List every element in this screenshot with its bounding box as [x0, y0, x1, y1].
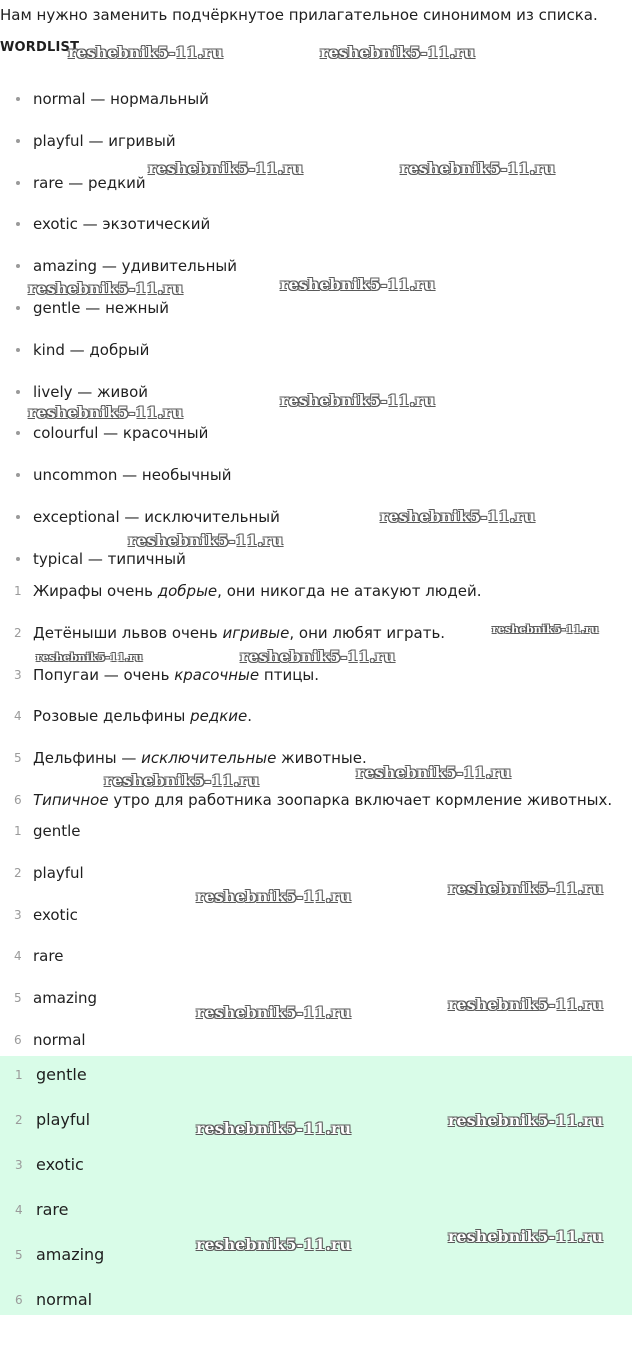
sentence-text: , они любят играть. — [289, 623, 446, 642]
sentence-text: , они никогда не атакуют людей. — [217, 582, 482, 600]
wordlist-item: colourful — красочный — [0, 415, 280, 457]
answer-item — [0, 813, 97, 855]
adjective-italic: Типичное — [33, 790, 109, 809]
answer-item — [0, 1281, 104, 1326]
answer-item — [0, 1191, 104, 1236]
answer-item — [0, 1236, 104, 1281]
answer-word: playful — [36, 1110, 91, 1129]
adjective-italic: игривые — [222, 623, 290, 642]
item-number: 3 — [14, 667, 22, 682]
wordlist-item: playful — игривый — [0, 123, 280, 165]
answer-word: playful — [33, 863, 84, 882]
watermark: reshebnik5-11.ru — [448, 879, 604, 898]
sentence-text: Жирафы очень — [33, 582, 158, 600]
item-number: 4 — [15, 1203, 23, 1217]
item-number: 2 — [14, 625, 22, 640]
item-number: 1 — [14, 584, 22, 598]
answer-word: rare — [33, 947, 64, 966]
answer-word: normal — [36, 1290, 93, 1309]
wordlist — [0, 81, 280, 583]
sentence-item — [0, 573, 612, 615]
item-number: 4 — [14, 949, 22, 964]
item-number: 6 — [15, 1293, 23, 1307]
watermark: reshebnik5-11.ru — [356, 763, 512, 782]
answer-word: gentle — [36, 1065, 87, 1084]
wordlist-item: typical — типичный — [0, 541, 280, 583]
answer-list-highlighted — [0, 1056, 104, 1326]
watermark: reshebnik5-11.ru — [492, 623, 599, 636]
item-number: 5 — [15, 1248, 23, 1262]
sentence-text: птицы. — [259, 665, 320, 684]
answer-word: exotic — [36, 1155, 84, 1174]
watermark: reshebnik5-11.ru — [196, 1119, 352, 1138]
watermark: reshebnik5-11.ru — [196, 1003, 352, 1022]
item-number: 2 — [14, 865, 22, 880]
task-instruction: Нам нужно заменить подчёркнутое прилагательное синонимом из списка. — [0, 6, 598, 24]
sentence-item — [0, 740, 612, 782]
sentence-list — [0, 573, 612, 824]
item-number: 2 — [15, 1113, 23, 1127]
wordlist-heading: WORDLIST — [0, 40, 80, 55]
answer-word: amazing — [36, 1245, 105, 1264]
item-number: 3 — [15, 1158, 23, 1172]
adjective-italic: добрые — [157, 582, 218, 600]
sentence-text: Дельфины — — [33, 749, 142, 768]
answer-item — [0, 855, 97, 897]
watermark: reshebnik5-11.ru — [240, 647, 396, 666]
sentence-text: Розовые дельфины — [33, 707, 191, 726]
adjective-italic: редкие — [190, 707, 248, 726]
watermark: reshebnik5-11.ru — [36, 651, 143, 664]
watermark: reshebnik5-11.ru — [148, 159, 304, 178]
wordlist-item: exceptional — исключительный — [0, 499, 280, 541]
watermark: reshebnik5-11.ru — [448, 1227, 604, 1246]
item-number: 1 — [15, 1068, 23, 1082]
sentence-text: утро для работника зоопарка включает кормление животных. — [108, 790, 613, 809]
wordlist-item: gentle — нежный — [0, 290, 280, 332]
answer-list — [0, 813, 97, 1064]
watermark: reshebnik5-11.ru — [104, 771, 260, 790]
watermark: reshebnik5-11.ru — [448, 995, 604, 1014]
wordlist-item: normal — нормальный — [0, 81, 280, 123]
answer-item — [0, 938, 97, 980]
answer-item — [0, 1056, 104, 1101]
answer-word: rare — [36, 1200, 69, 1219]
wordlist-item: kind — добрый — [0, 332, 280, 374]
watermark: reshebnik5-11.ru — [320, 43, 476, 62]
sentence-text: Попугаи — очень — [33, 665, 175, 684]
watermark: reshebnik5-11.ru — [280, 275, 436, 294]
watermark: reshebnik5-11.ru — [68, 43, 224, 62]
watermark: reshebnik5-11.ru — [196, 887, 352, 906]
item-number: 4 — [14, 709, 22, 724]
watermark: reshebnik5-11.ru — [448, 1111, 604, 1130]
answer-item — [0, 1146, 104, 1191]
answer-word: normal — [33, 1030, 86, 1049]
wordlist-item: uncommon — необычный — [0, 457, 280, 499]
wordlist-item: exotic — экзотический — [0, 206, 280, 248]
item-number: 5 — [14, 751, 22, 766]
answer-word: exotic — [33, 905, 78, 924]
wordlist-item: amazing — удивительный — [0, 248, 280, 290]
sentence-text: . — [247, 707, 253, 726]
answer-word: amazing — [33, 989, 98, 1008]
watermark: reshebnik5-11.ru — [28, 279, 184, 298]
adjective-italic: исключительные — [141, 749, 277, 768]
sentence-text: животные. — [276, 749, 367, 768]
watermark: reshebnik5-11.ru — [28, 403, 184, 422]
item-number: 3 — [14, 907, 22, 922]
watermark: reshebnik5-11.ru — [128, 531, 284, 550]
wordlist-item: lively — живой — [0, 374, 280, 416]
watermark: reshebnik5-11.ru — [196, 1235, 352, 1254]
watermark: reshebnik5-11.ru — [280, 391, 436, 410]
answer-word: gentle — [33, 822, 81, 840]
item-number: 1 — [14, 824, 22, 838]
sentence-text: Детёныши львов очень — [33, 623, 223, 642]
watermark: reshebnik5-11.ru — [380, 507, 536, 526]
item-number: 6 — [14, 1032, 22, 1047]
answer-item — [0, 1101, 104, 1146]
item-number: 5 — [14, 991, 22, 1006]
sentence-item — [0, 698, 612, 740]
answer-box-highlighted — [0, 1056, 632, 1315]
item-number: 6 — [14, 792, 22, 807]
watermark: reshebnik5-11.ru — [400, 159, 556, 178]
adjective-italic: красочные — [174, 665, 260, 684]
wordlist-item: rare — редкий — [0, 165, 280, 207]
answer-item — [0, 897, 97, 939]
answer-item — [0, 980, 97, 1022]
